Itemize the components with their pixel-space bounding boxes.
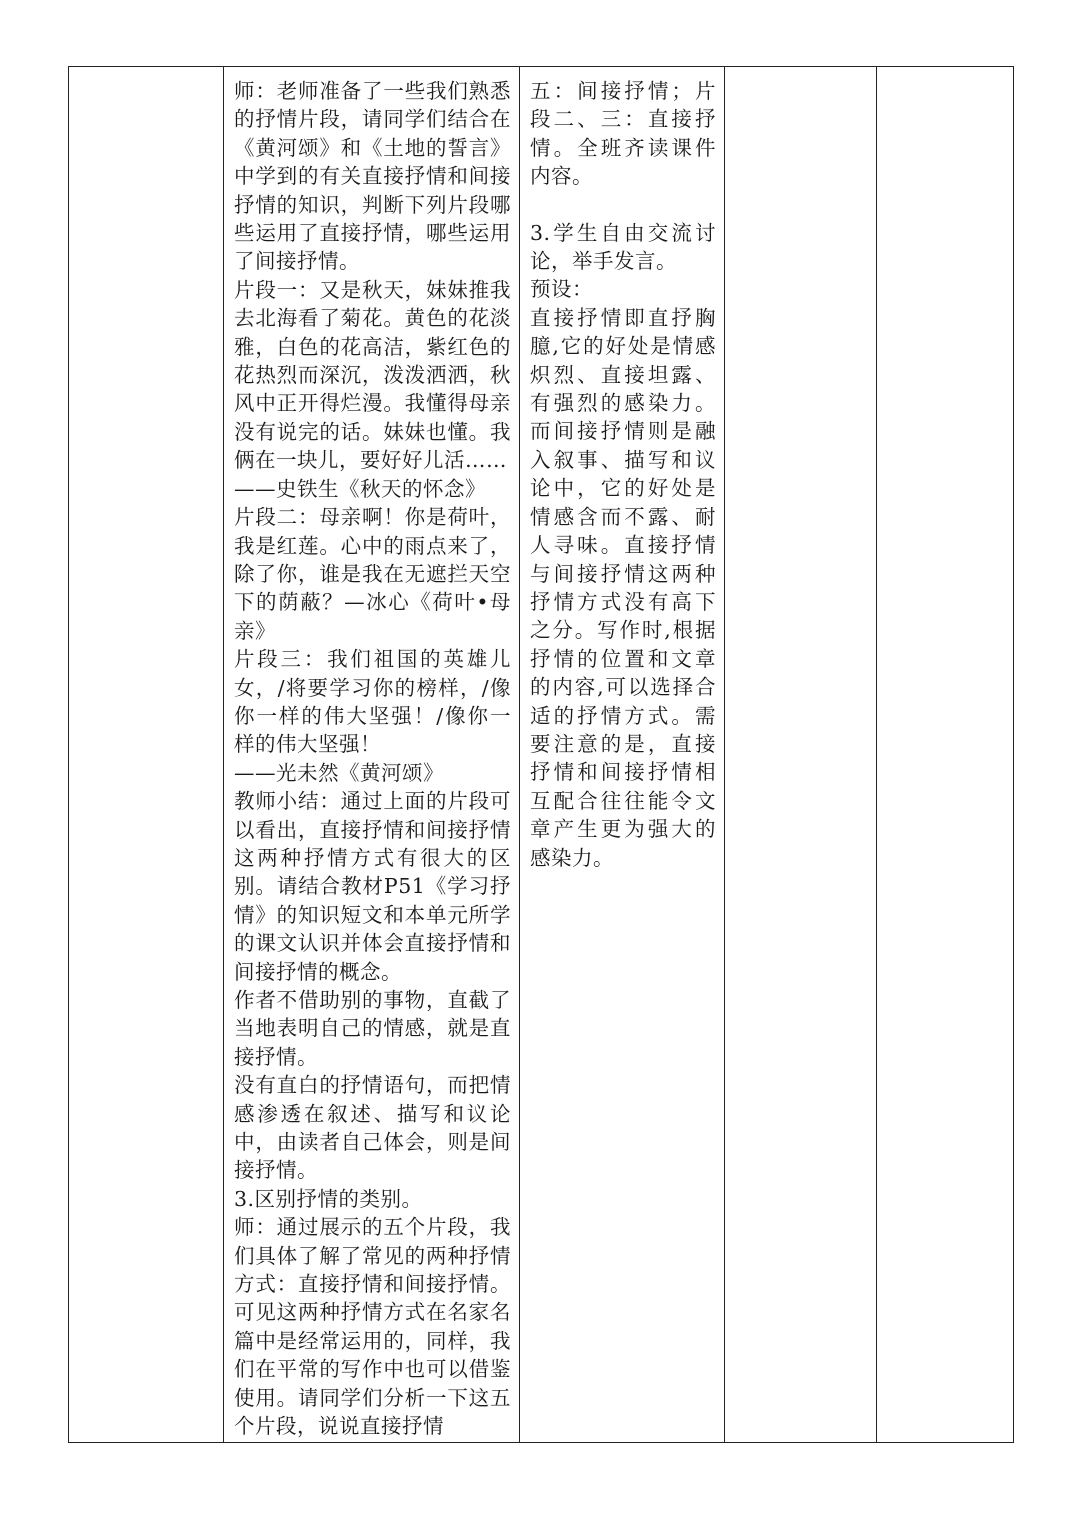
indirect-definition: 没有直白的抒情语句，而把情感渗透在叙述、描写和议论中，由读者自己体会，则是间接抒情。 xyxy=(234,1073,511,1183)
step-three-heading: 3.区别抒情的类别。 xyxy=(234,1186,423,1211)
excerpt-one-source: ——史铁生《秋天的怀念》 xyxy=(234,476,486,501)
teacher-summary: 教师小结：通过上面的片段可以看出，直接抒情和间接抒情这两种抒情方式有很大的区别。请结合教材P51《学习抒情》的知识短文和本单元所学的课文认识并体会直接抒情和间接抒情的概念。 xyxy=(234,789,511,984)
lesson-plan-table xyxy=(68,66,1014,1443)
teacher-activity-text xyxy=(224,67,519,1441)
design-intent-cell xyxy=(725,67,877,1443)
spacer xyxy=(530,191,716,219)
student-activity-text xyxy=(520,67,724,872)
table-row xyxy=(69,67,1014,1443)
excerpt-three-source: ——光未然《黄河颂》 xyxy=(234,760,444,785)
preset-text: 直接抒情即直抒胸臆,它的好处是情感炽烈、直接坦露、有强烈的感染力。而间接抒情则是融入叙事、描写和议论中，它的好处是情感含而不露、耐人寻味。直接抒情与间接抒情这两种抒情方式没有高下之分。写作时,根据抒情的位置和文章的内容,可以选择合适的抒情方式。需要注意的是，直接抒情和间接抒情相互配合往往能令文章产生更为强大的感染力。 xyxy=(530,305,716,870)
excerpt-one: 片段一：又是秋天，妹妹推我去北海看了菊花。黄色的花淡雅，白色的花高洁，紫红色的花热烈而深沉，泼泼洒洒，秋风中正开得烂漫。我懂得母亲没有说完的话。妹妹也懂。我俩在一块儿，要好好儿活…… xyxy=(234,277,511,473)
notes-cell xyxy=(877,67,1014,1443)
student-answer: 五：间接抒情；片段二、三：直接抒情。全班齐读课件内容。 xyxy=(530,79,716,189)
teacher-closing: 师：通过展示的五个片段，我们具体了解了常见的两种抒情方式：直接抒情和间接抒情。可见这两种抒情方式在名家名篇中是经常运用的，同样，我们在平常的写作中也可以借鉴使用。请同学们分析一下这五个片段，说说直接抒情 xyxy=(234,1215,511,1439)
excerpt-three: 片段三：我们祖国的英雄儿女，/将要学习你的榜样，/像你一样的伟大坚强！/像你一样的伟大坚强！ xyxy=(234,647,511,757)
preset-label: 预设： xyxy=(530,277,593,302)
student-activity-cell xyxy=(520,67,725,1443)
stage-cell xyxy=(69,67,224,1443)
teacher-prompt: 师：老师准备了一些我们熟悉的抒情片段，请同学们结合在《黄河颂》和《土地的誓言》中学到的有关直接抒情和间接抒情的知识，判断下列片段哪些运用了直接抒情，哪些运用了间接抒情。 xyxy=(234,79,511,274)
direct-definition: 作者不借助别的事物，直截了当地表明自己的情感，就是直接抒情。 xyxy=(234,988,511,1069)
teacher-activity-cell xyxy=(224,67,520,1443)
excerpt-two: 片段二：母亲啊！你是荷叶，我是红莲。心中的雨点来了，除了你，谁是我在无遮拦天空下的荫蔽？—冰心《荷叶•母亲》 xyxy=(234,505,511,643)
student-step: 3.学生自由交流讨论，举手发言。 xyxy=(530,220,716,274)
